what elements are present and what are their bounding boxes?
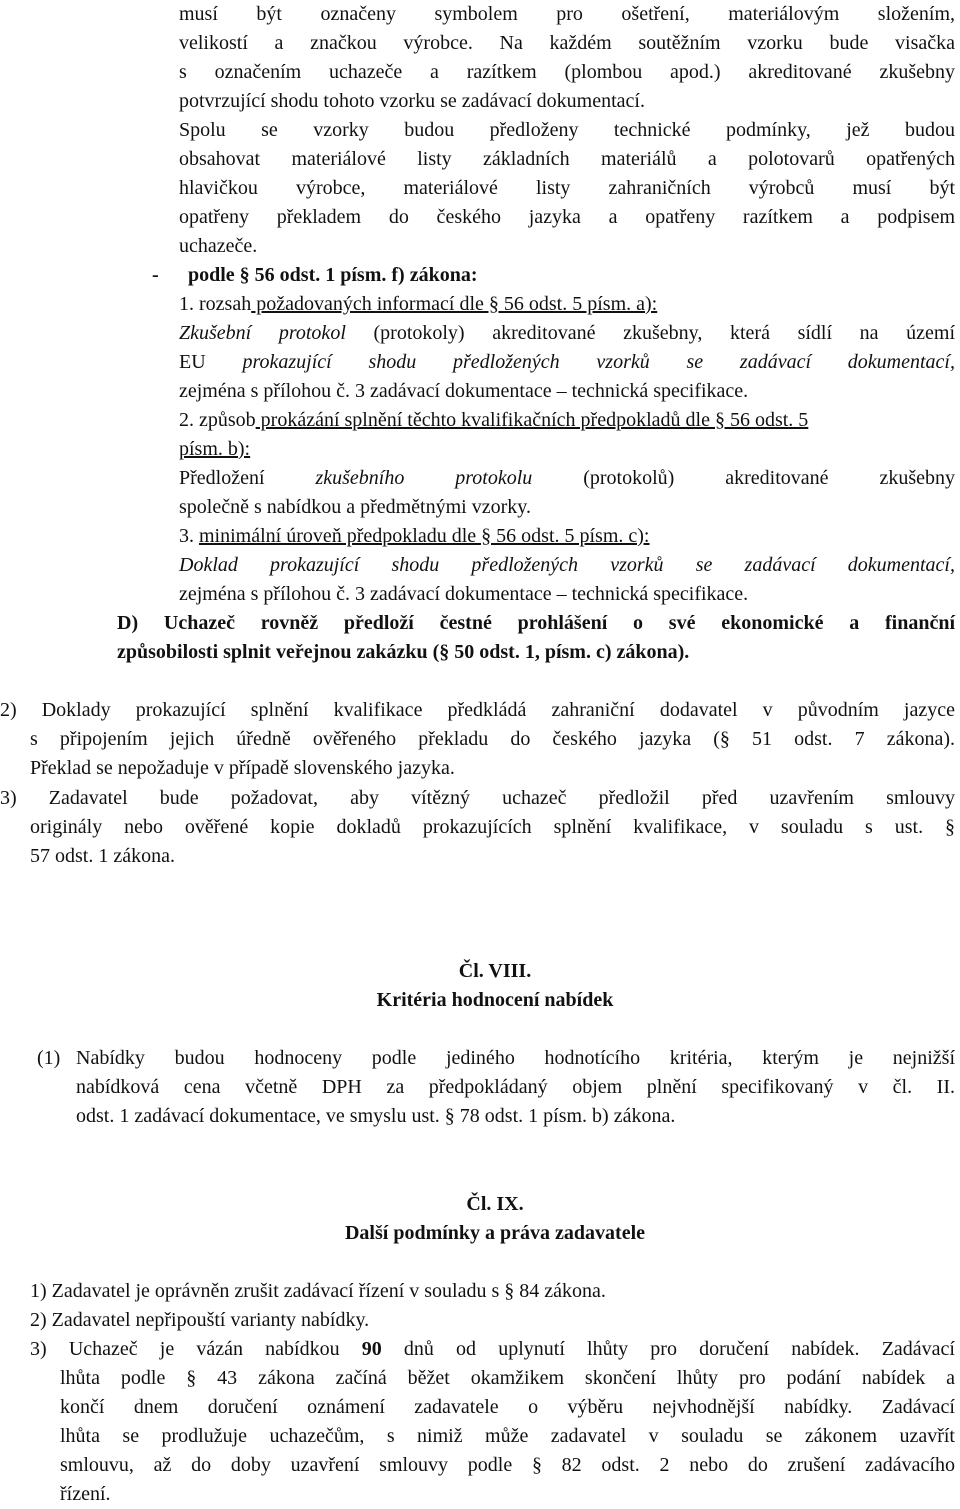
- item-lead: způsob: [194, 409, 256, 431]
- list-item-1-heading: [179, 290, 657, 319]
- item-underlined-text: prokázání splnění těchto kvalifikačních předpokladů dle § 56 odst. 5: [255, 409, 809, 431]
- text-line: končí dnem doručení oznámení zadavatele o výběru nejvhodnější nabídky. Zadávací: [60, 1396, 955, 1418]
- text-line: potvrzující shodu tohoto vzorku se zadávací dokumentací.: [179, 90, 645, 112]
- item-lead: rozsah: [194, 293, 252, 315]
- italic-text: Zkušební protokol: [179, 322, 346, 344]
- section-d-line: způsobilosti splnit veřejnou zakázku (§ 50 odst. 1, písm. c) zákona).: [117, 641, 690, 663]
- text-line: obsahovat materiálové listy základních materiálů a polotovarů opatřených: [179, 148, 955, 170]
- text-line: Spolu se vzorky budou předloženy technické podmínky, jež budou: [179, 119, 955, 141]
- item-number: 2.: [179, 409, 194, 431]
- text-line: originály nebo ověřené kopie dokladů prokazujících splnění kvalifikace, v souladu s ust. §: [30, 816, 955, 838]
- article-number: Čl. VIII.: [458, 960, 532, 982]
- italic-text: Doklad prokazující shodu předložených vzorků se zadávací dokumentací,: [179, 554, 955, 576]
- item-underlined-text: požadovaných informací dle § 56 odst. 5 písm. a):: [251, 293, 658, 315]
- list-item: 1) Zadavatel je oprávněn zrušit zadávací řízení v souladu s § 84 zákona.: [30, 1280, 606, 1302]
- list-item-3-heading: [179, 522, 650, 551]
- article-title: Další podmínky a práva zadavatele: [344, 1222, 646, 1244]
- list-item-2-heading: [179, 406, 808, 435]
- text-span: Předložení: [179, 467, 316, 489]
- text-span: EU: [179, 351, 243, 373]
- text-span: dnů od uplynutí lhůty pro doručení nabídek. Zadávací: [381, 1338, 955, 1360]
- text-span: (protokoly) akreditované zkušebny, která sídlí na území: [345, 322, 956, 344]
- text-line: s označením uchazeče a razítkem (plombou apod.) akreditované zkušebny: [179, 61, 955, 83]
- text-span: (protokolů) akreditované zkušebny: [532, 467, 955, 489]
- text-line: smlouvu, až do doby uzavření smlouvy podle § 82 odst. 2 nebo do zrušení zadávacího: [60, 1454, 955, 1476]
- section-d-line: D) Uchazeč rovněž předloží čestné prohlášení o své ekonomické a finanční: [117, 612, 955, 634]
- text-line: lhůta podle § 43 zákona začíná běžet okamžikem skončení lhůty pro podání nabídek a: [60, 1367, 955, 1389]
- article-number: Čl. IX.: [466, 1193, 524, 1215]
- item-number: 1.: [179, 293, 194, 315]
- text-line: musí být označeny symbolem pro ošetření, materiálovým složením,: [179, 3, 955, 25]
- item-number: 3.: [179, 525, 194, 547]
- list-dash: -: [152, 264, 159, 286]
- text-line: opatřeny překladem do českého jazyka a opatřeny razítkem a podpisem: [179, 206, 955, 228]
- text-line: [179, 464, 955, 493]
- italic-text: zkušebního protokolu: [315, 467, 533, 489]
- text-line: 3) Zadavatel bude požadovat, aby vítězný uchazeč předložil před uzavřením smlouvy: [0, 787, 955, 809]
- legal-reference-heading: podle § 56 odst. 1 písm. f) zákona:: [188, 264, 478, 286]
- text-line: hlavičkou výrobce, materiálové listy zahraničních výrobců musí být: [179, 177, 955, 199]
- text-line: zejména s přílohou č. 3 zadávací dokumentace – technická specifikace.: [179, 583, 749, 605]
- text-line: [179, 319, 955, 348]
- text-line: [179, 348, 955, 377]
- paragraph-number: (1): [37, 1047, 61, 1069]
- text-line: zejména s přílohou č. 3 zadávací dokumentace – technická specifikace.: [179, 380, 749, 402]
- item-underlined-text: písm. b):: [179, 438, 251, 460]
- article-title: Kritéria hodnocení nabídek: [376, 989, 614, 1011]
- text-line: 2) Doklady prokazující splnění kvalifikace předkládá zahraniční dodavatel v původním jazyce: [0, 699, 955, 721]
- italic-text: prokazující shodu předložených vzorků se zadávací dokumentací,: [242, 351, 955, 373]
- item-underlined-text: minimální úroveň předpokladu dle § 56 odst. 5 písm. c):: [199, 525, 650, 547]
- text-line: Nabídky budou hodnoceny podle jediného hodnotícího kritéria, kterým je nejnižší: [76, 1047, 955, 1069]
- text-line: velikostí a značkou výrobce. Na každém soutěžním vzorku bude visačka: [179, 32, 955, 54]
- list-item: [30, 1335, 955, 1364]
- text-line: společně s nabídkou a předmětnými vzorky.: [179, 496, 531, 518]
- text-line: nabídková cena včetně DPH za předpokládaný objem plnění specifikovaný v čl. II.: [76, 1076, 955, 1098]
- text-line: uchazeče.: [179, 235, 258, 257]
- text-line: řízení.: [60, 1483, 111, 1505]
- text-line: odst. 1 zadávací dokumentace, ve smyslu ust. § 78 odst. 1 písm. b) zákona.: [76, 1105, 676, 1127]
- list-item: 2) Zadavatel nepřipouští varianty nabídky.: [30, 1309, 370, 1331]
- text-line: lhůta se prodlužuje uchazečům, s nimiž může zadavatel v souladu se zákonem uzavřít: [60, 1425, 955, 1447]
- text-line: s připojením jejich úředně ověřeného překladu do českého jazyka (§ 51 odst. 7 zákona).: [30, 728, 955, 750]
- text-line: 57 odst. 1 zákona.: [30, 845, 175, 867]
- text-line: Překlad se nepožaduje v případě slovenského jazyka.: [30, 757, 455, 779]
- bold-number: 90: [361, 1338, 382, 1360]
- text-span: 3) Uchazeč je vázán nabídkou: [30, 1338, 362, 1360]
